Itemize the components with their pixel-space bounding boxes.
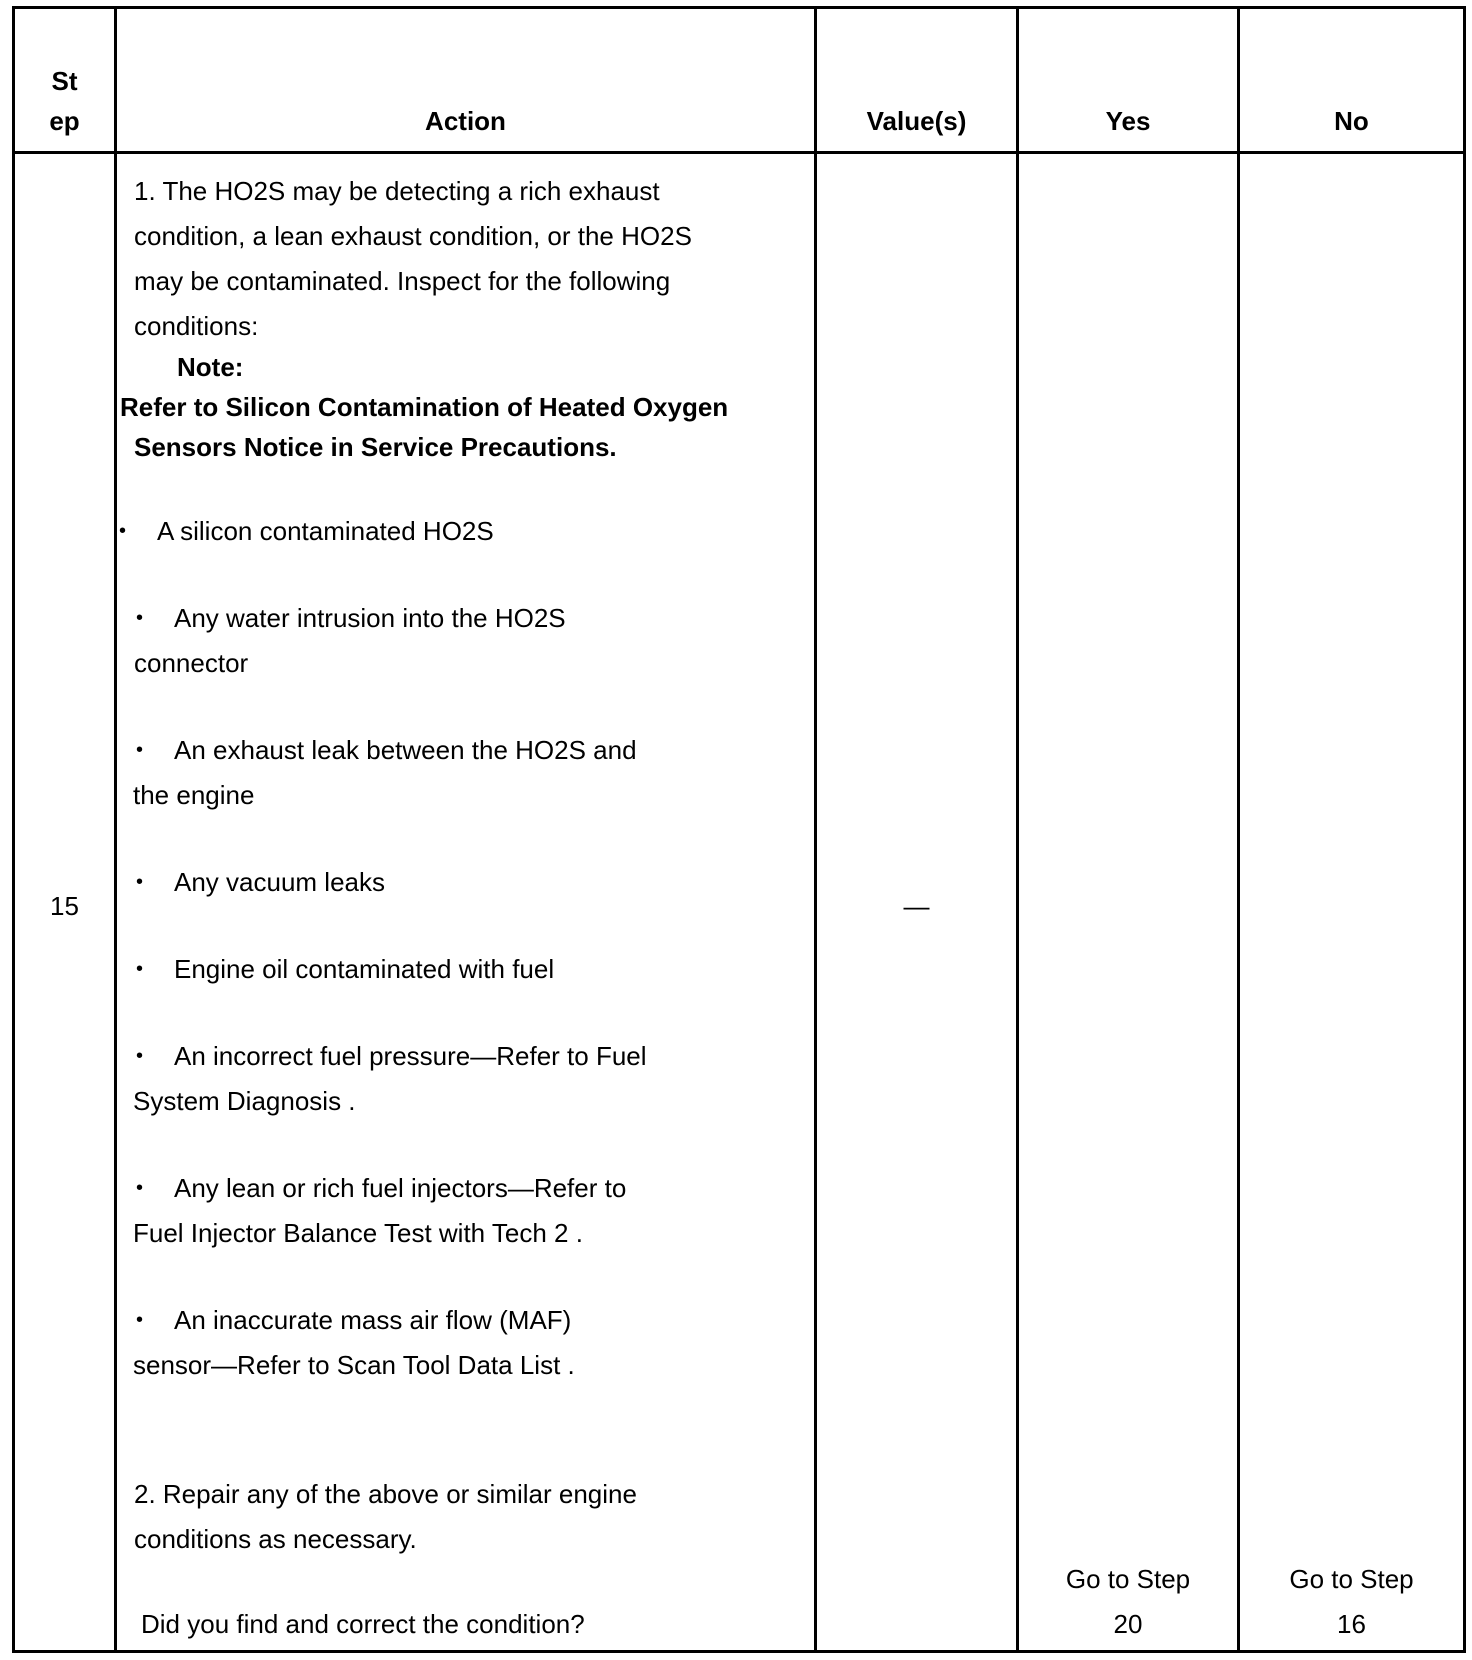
table-border-left <box>12 6 15 1653</box>
header-step-line1: St <box>51 66 78 96</box>
action-question: Did you find and correct the condition? <box>141 1609 585 1639</box>
step-number: 15 <box>50 891 79 921</box>
action-p2-line2: conditions as necessary. <box>134 1524 417 1554</box>
bullet-icon: • <box>136 1177 144 1199</box>
bullet-icon: • <box>136 607 144 629</box>
yes-link-line1[interactable]: Go to Step <box>1065 1564 1191 1594</box>
bullet7-line2: Fuel Injector Balance Test with Tech 2 . <box>133 1218 583 1248</box>
bullet3-line1: An exhaust leak between the HO2S and <box>174 735 637 765</box>
col-divider-4 <box>1237 6 1240 1653</box>
bullet3-line2: the engine <box>133 780 255 810</box>
bullet-icon: • <box>136 1309 144 1331</box>
bullet1: A silicon contaminated HO2S <box>157 516 494 546</box>
note-line1: Refer to Silicon Contamination of Heated Oxygen <box>120 392 729 422</box>
no-link-line1[interactable]: Go to Step <box>1289 1564 1414 1594</box>
bullet2-line1: Any water intrusion into the HO2S <box>174 603 566 633</box>
action-p2-line1: 2. Repair any of the above or similar engine <box>134 1479 637 1509</box>
header-divider <box>12 151 1466 154</box>
bullet4: Any vacuum leaks <box>174 867 385 897</box>
bullet6-line1: An incorrect fuel pressure—Refer to Fuel <box>174 1041 647 1071</box>
header-no: No <box>1334 106 1369 136</box>
no-link-line2[interactable]: 16 <box>1337 1609 1366 1639</box>
table-border-top <box>12 6 1466 9</box>
table-border-bottom <box>12 1650 1466 1653</box>
bullet-icon: • <box>136 958 144 980</box>
action-p1-line3: may be contaminated. Inspect for the following <box>134 266 671 296</box>
action-p1-line4: conditions: <box>134 311 259 341</box>
note-label: Note: <box>177 352 244 382</box>
header-step-line2: ep <box>49 106 80 136</box>
bullet-icon: • <box>136 739 144 761</box>
action-p1-line1: 1. The HO2S may be detecting a rich exhaust <box>134 176 660 206</box>
note-line2: Sensors Notice in Service Precautions. <box>134 432 617 462</box>
bullet5: Engine oil contaminated with fuel <box>174 954 555 984</box>
yes-link-line2[interactable]: 20 <box>1113 1609 1143 1639</box>
bullet2-line2: connector <box>134 648 249 678</box>
bullet6-line2: System Diagnosis . <box>133 1086 356 1116</box>
bullet8-line2: sensor—Refer to Scan Tool Data List . <box>133 1350 575 1380</box>
col-divider-3 <box>1016 6 1019 1653</box>
col-divider-1 <box>114 6 117 1653</box>
header-yes: Yes <box>1105 106 1151 136</box>
col-divider-2 <box>814 6 817 1653</box>
values-cell: — <box>903 891 930 921</box>
bullet-icon: • <box>136 871 144 893</box>
bullet8-line1: An inaccurate mass air flow (MAF) <box>174 1305 572 1335</box>
action-p1-line2: condition, a lean exhaust condition, or the HO2S <box>134 221 692 251</box>
header-action: Action <box>425 106 506 136</box>
table-border-right <box>1463 6 1466 1653</box>
bullet-icon: • <box>119 520 127 542</box>
bullet7-line1: Any lean or rich fuel injectors—Refer to <box>174 1173 627 1203</box>
header-values: Value(s) <box>866 106 967 136</box>
bullet-icon: • <box>136 1045 144 1067</box>
